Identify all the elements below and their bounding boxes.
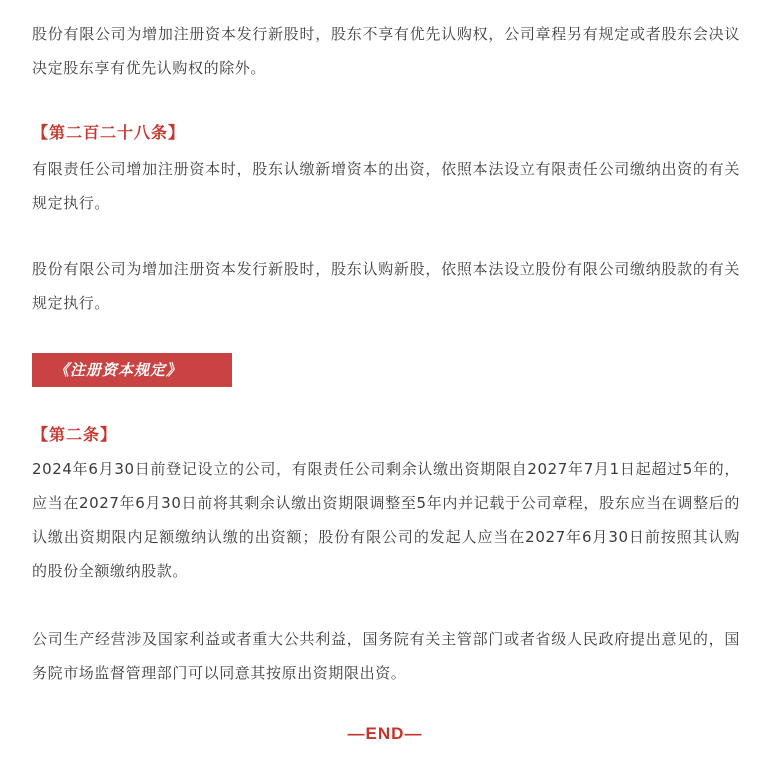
paragraph-public-interest-exception: 公司生产经营涉及国家利益或者重大公共利益，国务院有关主管部门或者省级人民政府提出意见的，国务院市场监督管理部门可以同意其按原出资期限出资。 xyxy=(32,630,740,682)
regulation-title-banner: 《注册资本规定》 xyxy=(32,353,232,387)
article-heading-228: 【第二百二十八条】 xyxy=(32,123,186,142)
paragraph-transition-period: 2024年6月30日前登记设立的公司，有限责任公司剩余认缴出资期限自2027年7月1日起超过5年的，应当在2027年6月30日前将其剩余认缴出资期限调整至5年内并记载于公司章程，股东应当在调整后的认缴出资期限内足额缴纳认缴的出资额；股份有限公司的发起人应当在2027年6月30日前按照其认购的股份全额缴纳股款。 xyxy=(32,460,740,580)
paragraph-priority-subscription: 股份有限公司为增加注册资本发行新股时，股东不享有优先认购权，公司章程另有规定或者股东会决议决定股东享有优先认购权的除外。 xyxy=(32,25,740,77)
end-marker: —END— xyxy=(347,724,423,743)
paragraph-llc-capital-increase: 有限责任公司增加注册资本时，股东认缴新增资本的出资，依照本法设立有限责任公司缴纳出资的有关规定执行。 xyxy=(32,160,740,212)
article-heading-2: 【第二条】 xyxy=(32,425,118,444)
paragraph-joint-stock-new-shares: 股份有限公司为增加注册资本发行新股时，股东认购新股，依照本法设立股份有限公司缴纳股款的有关规定执行。 xyxy=(32,260,740,312)
